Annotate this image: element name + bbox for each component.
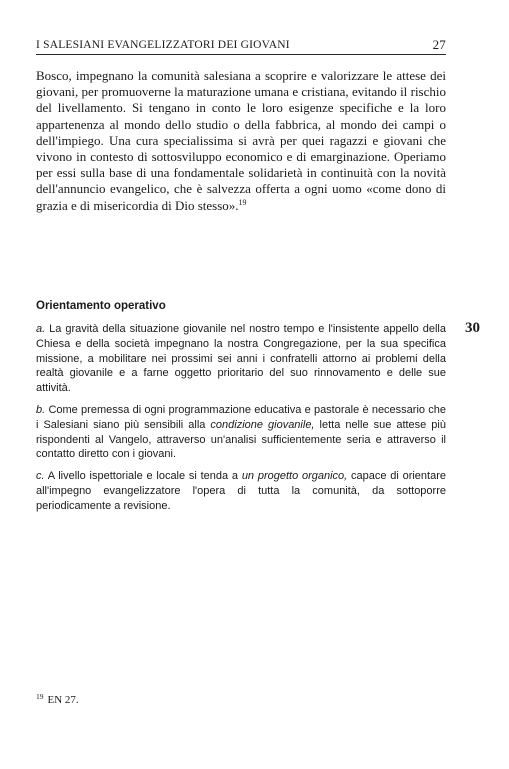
item-text: La gravità della situazione giovanile nel nostro tempo e l'insistente appello della Chiesa e della società impegnano la nostra Congregazione, per la sua specifica missione, a mobilitare nei prossimi sei anni i confratelli attorno ai problemi della realtà giovanile e a farne oggetto prioritario del suo rinnovamento e delle sue attività. <box>36 323 446 395</box>
operative-item-b <box>36 403 446 462</box>
section-heading: Orientamento operativo <box>36 300 166 312</box>
item-letter: b. <box>36 404 46 416</box>
item-emphasis: condizione giovanile, <box>210 418 315 431</box>
footnote-text: EN 27. <box>47 694 79 706</box>
item-text-before: Come premessa di ogni programmazione educativa e pastorale è necessario che i Salesiani siano più sensibili alla <box>36 404 447 431</box>
footnote <box>36 694 79 706</box>
body-paragraph-text: Bosco, impegnano la comunità salesiana a scoprire e valorizzare le attese dei giovani, per promuoverne la maturazione umana e cristiana, evitando il rischio del livellamento. Si tengano in conto le loro esigenze specifiche e la loro appartenenza al mondo dello studio o della fabbrica, al mondo dei campi o dell'impiego. Una cura specialissima si avrà per quei ragazzi e giovani che vivono in contesto di sottosviluppo economico e di emarginazione. Operiamo per essi sulla base di una fondamentale solidarietà in continuità con la novità dell'annuncio evangelico, che è salvezza offerta a ogni uomo «come dono di grazia e di misericordia di Dio stesso». <box>36 68 446 213</box>
item-text-after: letta nelle sue attese più rispondenti al Vangelo, attraverso un'analisi sufficientemente seria e attraverso il contatto diretto con i giovani. <box>36 418 446 461</box>
running-header <box>36 38 446 55</box>
item-letter: c. <box>36 470 45 482</box>
paragraph-number: 30 <box>465 320 480 336</box>
item-text-before: A livello ispettoriale e locale si tenda a <box>47 470 242 482</box>
item-letter: a. <box>36 323 46 335</box>
page-number: 27 <box>432 37 446 52</box>
body-paragraph <box>36 68 446 214</box>
footnote-reference: 19 <box>238 197 247 207</box>
operative-item-a <box>36 322 446 396</box>
item-emphasis: un progetto organico, <box>241 470 348 482</box>
item-text-after: capace di orientare all'impegno evangelizzatore l'opera di tutta la comunità, da sottoporre periodicamente a revisione. <box>36 470 446 512</box>
footnote-number: 19 <box>36 692 44 701</box>
running-head-title: I SALESIANI EVANGELIZZATORI DEI GIOVANI <box>36 39 290 51</box>
operative-item-c <box>36 469 446 513</box>
